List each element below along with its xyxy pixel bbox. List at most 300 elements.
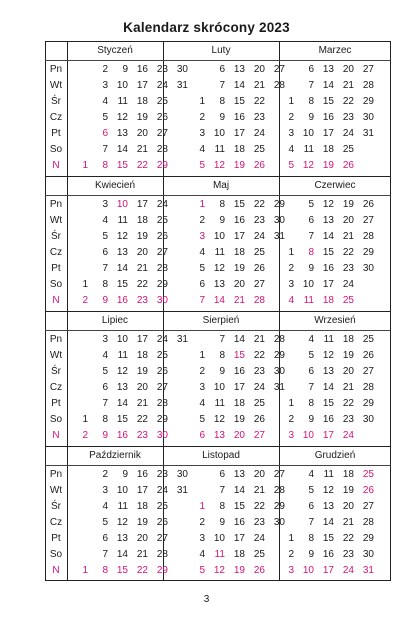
day-number: 14 bbox=[116, 398, 128, 409]
day-number: 5 bbox=[308, 350, 314, 361]
day-number: 27 bbox=[362, 215, 374, 226]
day-number: 9 bbox=[308, 263, 314, 274]
day-number: 20 bbox=[136, 382, 148, 393]
day-number: 24 bbox=[342, 128, 354, 139]
day-label: N bbox=[52, 430, 60, 441]
day-number: 26 bbox=[156, 517, 168, 528]
day-number: 11 bbox=[214, 398, 225, 409]
day-number: 8 bbox=[219, 96, 225, 107]
day-number: 5 bbox=[199, 414, 205, 425]
day-number: 13 bbox=[233, 469, 245, 480]
day-number: 24 bbox=[253, 533, 265, 544]
day-number: 3 bbox=[288, 128, 294, 139]
day-number: 29 bbox=[273, 501, 285, 512]
day-number: 29 bbox=[362, 247, 374, 258]
day-number: 12 bbox=[116, 366, 128, 377]
day-number: 19 bbox=[342, 199, 354, 210]
day-number: 31 bbox=[176, 334, 188, 345]
day-number: 1 bbox=[288, 533, 294, 544]
day-number: 23 bbox=[253, 215, 265, 226]
day-number: 13 bbox=[233, 64, 245, 75]
day-label: Wt bbox=[49, 485, 63, 496]
day-number: 15 bbox=[233, 350, 245, 361]
day-number: 8 bbox=[308, 247, 314, 258]
day-number: 9 bbox=[308, 414, 314, 425]
day-number: 19 bbox=[342, 485, 354, 496]
day-number: 21 bbox=[136, 144, 148, 155]
day-number: 3 bbox=[199, 533, 205, 544]
day-number: 9 bbox=[102, 295, 108, 306]
header-underline bbox=[45, 465, 391, 466]
day-number: 5 bbox=[308, 199, 314, 210]
day-number: 29 bbox=[273, 199, 285, 210]
day-number: 26 bbox=[253, 414, 265, 425]
month-name: Sierpień bbox=[202, 315, 240, 326]
day-number: 17 bbox=[322, 279, 334, 290]
day-number: 4 bbox=[288, 144, 294, 155]
day-number: 23 bbox=[342, 414, 354, 425]
day-number: 16 bbox=[233, 366, 245, 377]
day-number: 19 bbox=[136, 366, 148, 377]
day-number: 16 bbox=[233, 517, 245, 528]
day-label: Śr bbox=[51, 366, 61, 377]
day-number: 28 bbox=[156, 398, 168, 409]
day-label: Pt bbox=[51, 263, 61, 274]
day-number: 8 bbox=[219, 350, 225, 361]
day-number: 13 bbox=[213, 279, 225, 290]
day-number: 18 bbox=[322, 144, 334, 155]
day-number: 27 bbox=[156, 533, 168, 544]
day-number: 23 bbox=[253, 366, 265, 377]
day-number: 15 bbox=[116, 565, 128, 576]
day-number: 1 bbox=[288, 96, 294, 107]
day-number: 17 bbox=[136, 334, 148, 345]
day-number: 31 bbox=[362, 128, 374, 139]
day-number: 20 bbox=[342, 215, 354, 226]
day-number: 14 bbox=[116, 549, 128, 560]
day-number: 2 bbox=[288, 414, 294, 425]
day-number: 8 bbox=[219, 199, 225, 210]
day-number: 29 bbox=[362, 96, 374, 107]
day-number: 12 bbox=[322, 350, 334, 361]
day-number: 1 bbox=[288, 247, 294, 258]
day-number: 11 bbox=[214, 247, 225, 258]
day-number: 15 bbox=[322, 533, 334, 544]
day-number: 14 bbox=[322, 231, 334, 242]
day-label: Śr bbox=[51, 231, 61, 242]
day-number: 19 bbox=[136, 517, 148, 528]
day-number: 7 bbox=[102, 549, 108, 560]
day-number: 16 bbox=[116, 430, 128, 441]
day-number: 10 bbox=[116, 80, 128, 91]
day-number: 16 bbox=[322, 263, 334, 274]
day-number: 27 bbox=[253, 430, 265, 441]
day-number: 20 bbox=[342, 64, 354, 75]
day-number: 2 bbox=[82, 430, 88, 441]
day-number: 18 bbox=[233, 144, 245, 155]
day-number: 28 bbox=[156, 263, 168, 274]
day-number: 2 bbox=[288, 549, 294, 560]
day-label: Pn bbox=[49, 334, 63, 345]
day-number: 13 bbox=[322, 366, 334, 377]
day-number: 7 bbox=[308, 517, 314, 528]
day-number: 7 bbox=[308, 80, 314, 91]
month-name: Czerwiec bbox=[314, 180, 356, 191]
day-number: 16 bbox=[322, 549, 334, 560]
day-number: 20 bbox=[233, 279, 245, 290]
day-number: 13 bbox=[322, 64, 334, 75]
day-label: Wt bbox=[49, 80, 63, 91]
day-number: 16 bbox=[233, 215, 245, 226]
day-number: 11 bbox=[323, 334, 334, 345]
day-number: 20 bbox=[342, 366, 354, 377]
day-number: 24 bbox=[253, 128, 265, 139]
day-number: 17 bbox=[233, 382, 245, 393]
day-number: 14 bbox=[213, 295, 225, 306]
day-number: 30 bbox=[362, 414, 374, 425]
day-number: 22 bbox=[253, 199, 265, 210]
block-divider bbox=[45, 446, 391, 447]
day-number: 31 bbox=[176, 80, 188, 91]
day-number: 28 bbox=[253, 295, 265, 306]
day-number: 25 bbox=[156, 96, 168, 107]
day-number: 25 bbox=[253, 247, 265, 258]
day-number: 21 bbox=[253, 334, 265, 345]
day-number: 8 bbox=[102, 279, 108, 290]
day-number: 26 bbox=[156, 366, 168, 377]
day-number: 18 bbox=[136, 501, 148, 512]
day-number: 8 bbox=[308, 398, 314, 409]
day-number: 10 bbox=[116, 334, 128, 345]
day-number: 29 bbox=[273, 350, 285, 361]
day-number: 5 bbox=[102, 517, 108, 528]
day-number: 25 bbox=[342, 144, 354, 155]
day-number: 21 bbox=[342, 382, 354, 393]
month-name: Kwiecień bbox=[94, 180, 136, 191]
day-number: 14 bbox=[322, 382, 334, 393]
day-number: 14 bbox=[116, 263, 128, 274]
day-number: 19 bbox=[233, 263, 245, 274]
day-number: 25 bbox=[253, 549, 265, 560]
day-label: Pn bbox=[49, 199, 63, 210]
day-number: 15 bbox=[116, 279, 128, 290]
day-number: 8 bbox=[219, 501, 225, 512]
day-number: 12 bbox=[116, 231, 128, 242]
month-name: Lipiec bbox=[101, 315, 129, 326]
day-number: 23 bbox=[136, 295, 148, 306]
day-number: 18 bbox=[136, 350, 148, 361]
day-number: 19 bbox=[233, 565, 245, 576]
day-number: 11 bbox=[303, 295, 314, 306]
day-number: 5 bbox=[199, 160, 205, 171]
day-number: 11 bbox=[117, 350, 128, 361]
day-number: 11 bbox=[323, 469, 334, 480]
day-number: 17 bbox=[233, 128, 245, 139]
day-number: 27 bbox=[362, 501, 374, 512]
day-number: 29 bbox=[156, 414, 168, 425]
day-number: 27 bbox=[362, 64, 374, 75]
day-number: 1 bbox=[82, 565, 88, 576]
day-number: 1 bbox=[82, 279, 88, 290]
day-number: 9 bbox=[219, 366, 225, 377]
day-number: 7 bbox=[199, 295, 205, 306]
day-number: 6 bbox=[102, 128, 108, 139]
day-number: 13 bbox=[116, 247, 128, 258]
day-number: 15 bbox=[322, 247, 334, 258]
day-number: 26 bbox=[156, 112, 168, 123]
day-number: 13 bbox=[116, 533, 128, 544]
day-number: 25 bbox=[253, 144, 265, 155]
day-number: 11 bbox=[117, 501, 128, 512]
day-label: Wt bbox=[49, 350, 63, 361]
day-number: 18 bbox=[342, 334, 354, 345]
day-number: 17 bbox=[322, 128, 334, 139]
day-number: 16 bbox=[233, 112, 245, 123]
day-number: 30 bbox=[156, 430, 168, 441]
day-number: 14 bbox=[322, 517, 334, 528]
day-number: 7 bbox=[219, 485, 225, 496]
day-label: N bbox=[52, 295, 60, 306]
day-number: 28 bbox=[273, 80, 285, 91]
day-number: 16 bbox=[136, 469, 148, 480]
day-number: 13 bbox=[116, 128, 128, 139]
day-number: 6 bbox=[308, 366, 314, 377]
day-number: 30 bbox=[362, 549, 374, 560]
day-number: 20 bbox=[253, 64, 265, 75]
day-number: 23 bbox=[342, 112, 354, 123]
day-number: 7 bbox=[102, 144, 108, 155]
month-name: Maj bbox=[212, 180, 230, 191]
header-underline bbox=[45, 195, 391, 196]
day-number: 12 bbox=[322, 485, 334, 496]
day-number: 28 bbox=[156, 144, 168, 155]
day-number: 23 bbox=[253, 517, 265, 528]
day-number: 29 bbox=[156, 279, 168, 290]
day-number: 24 bbox=[342, 565, 354, 576]
day-number: 5 bbox=[199, 263, 205, 274]
day-number: 1 bbox=[82, 160, 88, 171]
day-number: 18 bbox=[233, 398, 245, 409]
day-number: 28 bbox=[362, 382, 374, 393]
day-number: 14 bbox=[116, 144, 128, 155]
day-number: 12 bbox=[116, 517, 128, 528]
day-number: 16 bbox=[322, 414, 334, 425]
day-number: 18 bbox=[322, 295, 334, 306]
day-number: 21 bbox=[342, 517, 354, 528]
day-number: 22 bbox=[253, 350, 265, 361]
day-number: 1 bbox=[199, 96, 205, 107]
day-number: 27 bbox=[156, 128, 168, 139]
day-number: 8 bbox=[308, 96, 314, 107]
day-number: 3 bbox=[288, 565, 294, 576]
day-number: 21 bbox=[342, 80, 354, 91]
day-label: So bbox=[49, 144, 63, 155]
day-number: 21 bbox=[253, 80, 265, 91]
day-number: 21 bbox=[342, 231, 354, 242]
day-number: 23 bbox=[342, 549, 354, 560]
day-number: 13 bbox=[213, 430, 225, 441]
day-number: 29 bbox=[362, 398, 374, 409]
day-number: 24 bbox=[253, 231, 265, 242]
day-number: 9 bbox=[219, 517, 225, 528]
day-number: 25 bbox=[156, 350, 168, 361]
day-number: 17 bbox=[233, 533, 245, 544]
day-number: 24 bbox=[156, 485, 168, 496]
day-label: So bbox=[49, 414, 63, 425]
day-number: 6 bbox=[199, 430, 205, 441]
day-number: 3 bbox=[199, 382, 205, 393]
day-number: 4 bbox=[199, 144, 205, 155]
day-number: 4 bbox=[102, 215, 108, 226]
day-number: 3 bbox=[199, 128, 205, 139]
day-number: 24 bbox=[156, 80, 168, 91]
day-number: 10 bbox=[213, 533, 225, 544]
block-divider bbox=[45, 176, 391, 177]
day-number: 26 bbox=[342, 160, 354, 171]
day-number: 30 bbox=[273, 366, 285, 377]
month-name: Marzec bbox=[318, 45, 352, 56]
day-number: 2 bbox=[199, 517, 205, 528]
day-number: 2 bbox=[199, 215, 205, 226]
day-label: N bbox=[52, 160, 60, 171]
day-number: 23 bbox=[136, 430, 148, 441]
day-number: 19 bbox=[233, 160, 245, 171]
day-label: So bbox=[49, 279, 63, 290]
day-label: So bbox=[49, 549, 63, 560]
day-number: 27 bbox=[156, 382, 168, 393]
day-number: 11 bbox=[214, 549, 225, 560]
day-number: 8 bbox=[308, 533, 314, 544]
day-number: 30 bbox=[156, 295, 168, 306]
day-number: 7 bbox=[102, 263, 108, 274]
day-number: 17 bbox=[233, 231, 245, 242]
day-number: 14 bbox=[322, 80, 334, 91]
day-number: 2 bbox=[288, 112, 294, 123]
day-number: 26 bbox=[253, 160, 265, 171]
day-number: 17 bbox=[322, 430, 334, 441]
day-number: 15 bbox=[116, 160, 128, 171]
day-number: 13 bbox=[322, 501, 334, 512]
day-number: 24 bbox=[342, 430, 354, 441]
header-underline bbox=[45, 330, 391, 331]
day-number: 3 bbox=[102, 199, 108, 210]
day-number: 31 bbox=[176, 485, 188, 496]
day-number: 26 bbox=[362, 485, 374, 496]
day-number: 6 bbox=[102, 533, 108, 544]
day-number: 23 bbox=[156, 64, 168, 75]
day-number: 17 bbox=[136, 199, 148, 210]
month-name: Luty bbox=[211, 45, 231, 56]
day-number: 9 bbox=[308, 549, 314, 560]
day-number: 6 bbox=[219, 469, 225, 480]
day-number: 14 bbox=[233, 334, 245, 345]
block-divider bbox=[45, 311, 391, 312]
day-number: 26 bbox=[362, 199, 374, 210]
day-number: 22 bbox=[342, 247, 354, 258]
day-number: 18 bbox=[233, 549, 245, 560]
day-number: 4 bbox=[199, 398, 205, 409]
day-number: 6 bbox=[102, 247, 108, 258]
day-number: 6 bbox=[308, 501, 314, 512]
day-number: 28 bbox=[362, 517, 374, 528]
month-name: Listopad bbox=[202, 450, 240, 461]
day-number: 25 bbox=[362, 469, 374, 480]
day-number: 22 bbox=[342, 533, 354, 544]
day-number: 20 bbox=[136, 533, 148, 544]
day-number: 11 bbox=[303, 144, 314, 155]
day-number: 2 bbox=[288, 263, 294, 274]
day-number: 7 bbox=[102, 398, 108, 409]
day-number: 3 bbox=[102, 485, 108, 496]
day-number: 27 bbox=[273, 64, 285, 75]
day-number: 20 bbox=[136, 247, 148, 258]
day-number: 31 bbox=[273, 231, 285, 242]
day-number: 26 bbox=[253, 263, 265, 274]
day-number: 5 bbox=[308, 485, 314, 496]
day-number: 25 bbox=[156, 215, 168, 226]
day-number: 19 bbox=[136, 231, 148, 242]
day-number: 4 bbox=[199, 549, 205, 560]
day-number: 9 bbox=[122, 469, 128, 480]
day-number: 28 bbox=[362, 231, 374, 242]
day-number: 22 bbox=[342, 398, 354, 409]
month-name: Grudzień bbox=[314, 450, 356, 461]
day-number: 6 bbox=[102, 382, 108, 393]
day-number: 30 bbox=[273, 215, 285, 226]
day-label: Pt bbox=[51, 533, 61, 544]
day-label: Pn bbox=[49, 64, 63, 75]
day-number: 16 bbox=[322, 112, 334, 123]
day-number: 16 bbox=[116, 295, 128, 306]
day-label: Cz bbox=[49, 517, 63, 528]
day-number: 5 bbox=[199, 565, 205, 576]
day-number: 12 bbox=[302, 160, 314, 171]
day-label: Cz bbox=[49, 247, 63, 258]
day-number: 29 bbox=[156, 565, 168, 576]
day-number: 2 bbox=[102, 469, 108, 480]
day-number: 4 bbox=[308, 469, 314, 480]
day-number: 22 bbox=[253, 96, 265, 107]
day-number: 12 bbox=[322, 199, 334, 210]
day-number: 20 bbox=[253, 469, 265, 480]
day-number: 20 bbox=[136, 128, 148, 139]
day-label: Śr bbox=[51, 501, 61, 512]
day-number: 24 bbox=[253, 382, 265, 393]
day-number: 3 bbox=[199, 231, 205, 242]
day-number: 5 bbox=[102, 112, 108, 123]
day-number: 24 bbox=[342, 279, 354, 290]
day-number: 9 bbox=[308, 112, 314, 123]
day-number: 21 bbox=[136, 263, 148, 274]
day-number: 10 bbox=[213, 231, 225, 242]
month-name: Październik bbox=[89, 450, 141, 461]
day-number: 21 bbox=[253, 485, 265, 496]
day-number: 3 bbox=[288, 430, 294, 441]
day-number: 3 bbox=[102, 80, 108, 91]
day-number: 8 bbox=[102, 160, 108, 171]
day-number: 22 bbox=[136, 279, 148, 290]
day-number: 8 bbox=[102, 414, 108, 425]
day-number: 22 bbox=[136, 565, 148, 576]
day-label: Wt bbox=[49, 215, 63, 226]
day-number: 25 bbox=[253, 398, 265, 409]
day-number: 15 bbox=[233, 199, 245, 210]
day-number: 12 bbox=[213, 160, 225, 171]
day-number: 28 bbox=[362, 80, 374, 91]
day-number: 10 bbox=[302, 279, 314, 290]
day-number: 31 bbox=[273, 382, 285, 393]
day-number: 23 bbox=[156, 469, 168, 480]
